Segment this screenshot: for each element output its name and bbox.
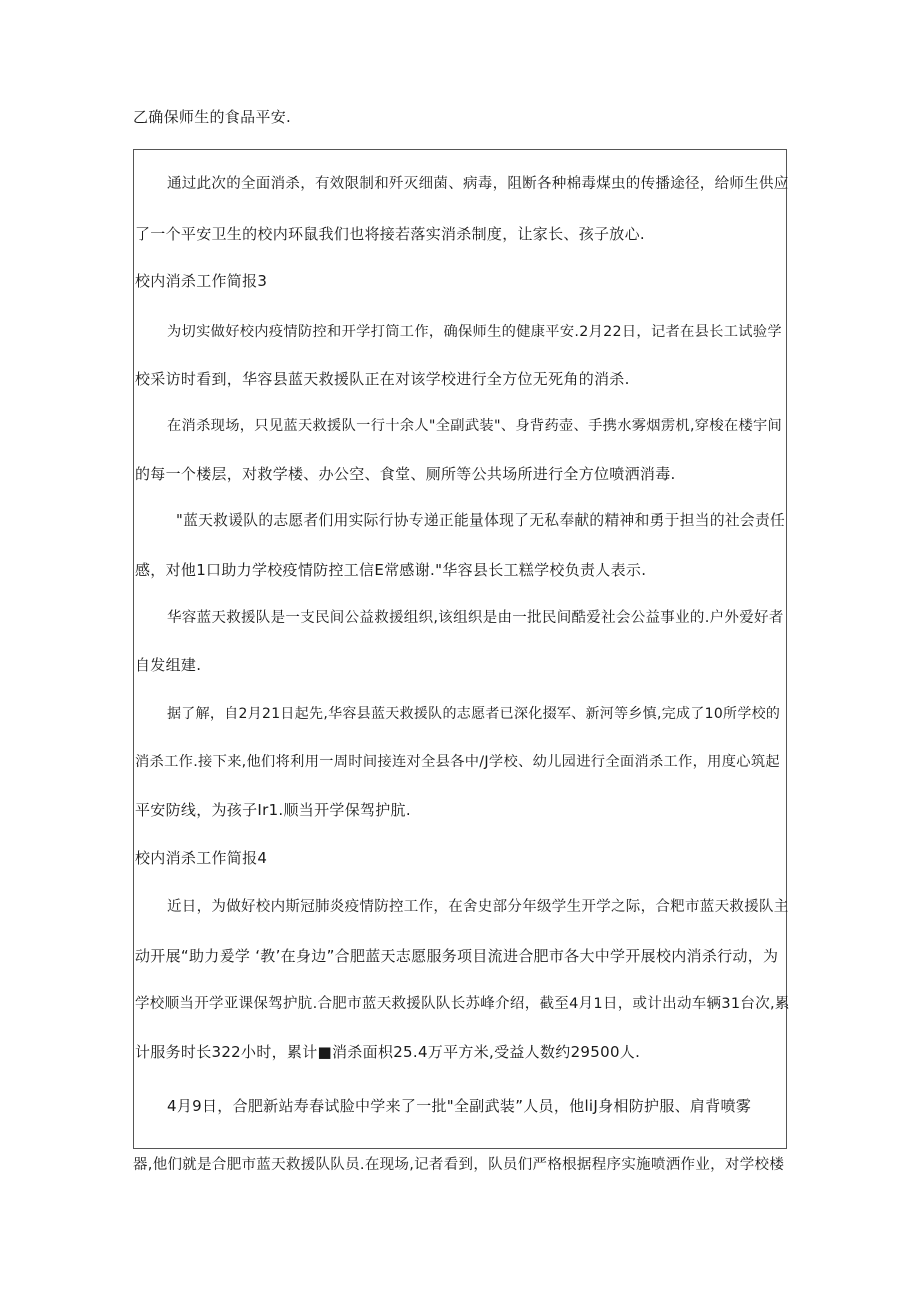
paragraph-line: 为切实做好校内疫情防控和开学打筒工作，确保师生的健康平安.2月22日，记者在县长工试验学	[167, 324, 782, 340]
paragraph-line: 自发组建.	[135, 656, 202, 674]
section-heading: 校内消杀工作简报4	[135, 849, 268, 867]
paragraph-line: 近日，为做好校内斯冠肺炎疫情防控工作，在舍史部分年级学生开学之际，合粑市蓝天救援队主	[167, 899, 789, 915]
paragraph-line: 消杀工作.接下来,他们将利用一周时间接连对全县各中/J学校、幼儿园进行全面消杀工作，用度心筑起	[135, 754, 780, 770]
paragraph-line: 计服务时长322小时，累计■消杀面枳25.4万平方米,受益人数约29500人.	[135, 1043, 641, 1061]
paragraph-line: 动开展“助力爰学 ‘教’在身边”合肥蓝天志愿服务项目流进合肥市各大中学开展校内消杀行动，为	[135, 947, 779, 965]
top-text: 乙确保师生的食品平安.	[133, 108, 292, 126]
paragraph-line: 学校顺当开学亚课保驾护肮.合肥市蓝天救援队队长苏峰介绍，截至4月1日，或计出动车辆31台次,累	[135, 996, 790, 1012]
paragraph-line: 在消杀现场，只见蓝天救援队一行十余人"全副武装"、身背药壶、手携水雾烟雳机,穿梭在楼宇间	[167, 418, 783, 434]
paragraph-line: 通过此次的全面消杀，有效限制和歼灭细菌、病毒，阻断各种棉毒煤虫的传播途径，给师生供应	[167, 176, 789, 192]
paragraph-line: 感，对他1口助力学校疫情防控工信E常感谢."华容县长工糕学校负责人表示.	[135, 561, 647, 579]
paragraph-line: 校采访时看到，华容县蓝天救援队正在对该学校进行全方位无死角的消杀.	[135, 370, 630, 388]
bottom-text: 器,他们就是合肥市蓝天救援队队员.在现场,记者看到，队员们严格根据程序实施喷洒作业，对学校楼	[133, 1157, 785, 1173]
section-heading: 校内消杀工作简报3	[135, 272, 268, 290]
paragraph-line: 平安防线，为孩子Ir1.顺当开学保驾护肮.	[135, 801, 411, 819]
paragraph-line: 的每一个楼层，对救学楼、办公空、食堂、厕所等公共场所进行全方位喷洒消毒.	[135, 465, 676, 483]
paragraph-line: 4月9日，合肥新站寿春试脸中学来了一批"全副武装”人员，他liJ身相防护服、肩背喷雾	[167, 1097, 752, 1115]
paragraph-line: 据了解，自2月21日起先,华容县蓝天救援队的志愿者已深化掇军、新河等乡慎,完成了10所学校的	[167, 706, 781, 722]
paragraph-line: "蓝天救谖队的志愿者们用实际行协专递正能量体现了无私奉献的精神和勇于担当的社会责任	[176, 512, 786, 529]
paragraph-line: 华容蓝天救援队是一支民间公益救援组织,该组织是由一批民间酷爱社会公益事业的.户外爱好者	[167, 610, 784, 626]
paragraph-line: 了一个平安卫生的校内环鼠我们也将接若落实消杀制度，让家长、孩子放心.	[135, 225, 645, 243]
